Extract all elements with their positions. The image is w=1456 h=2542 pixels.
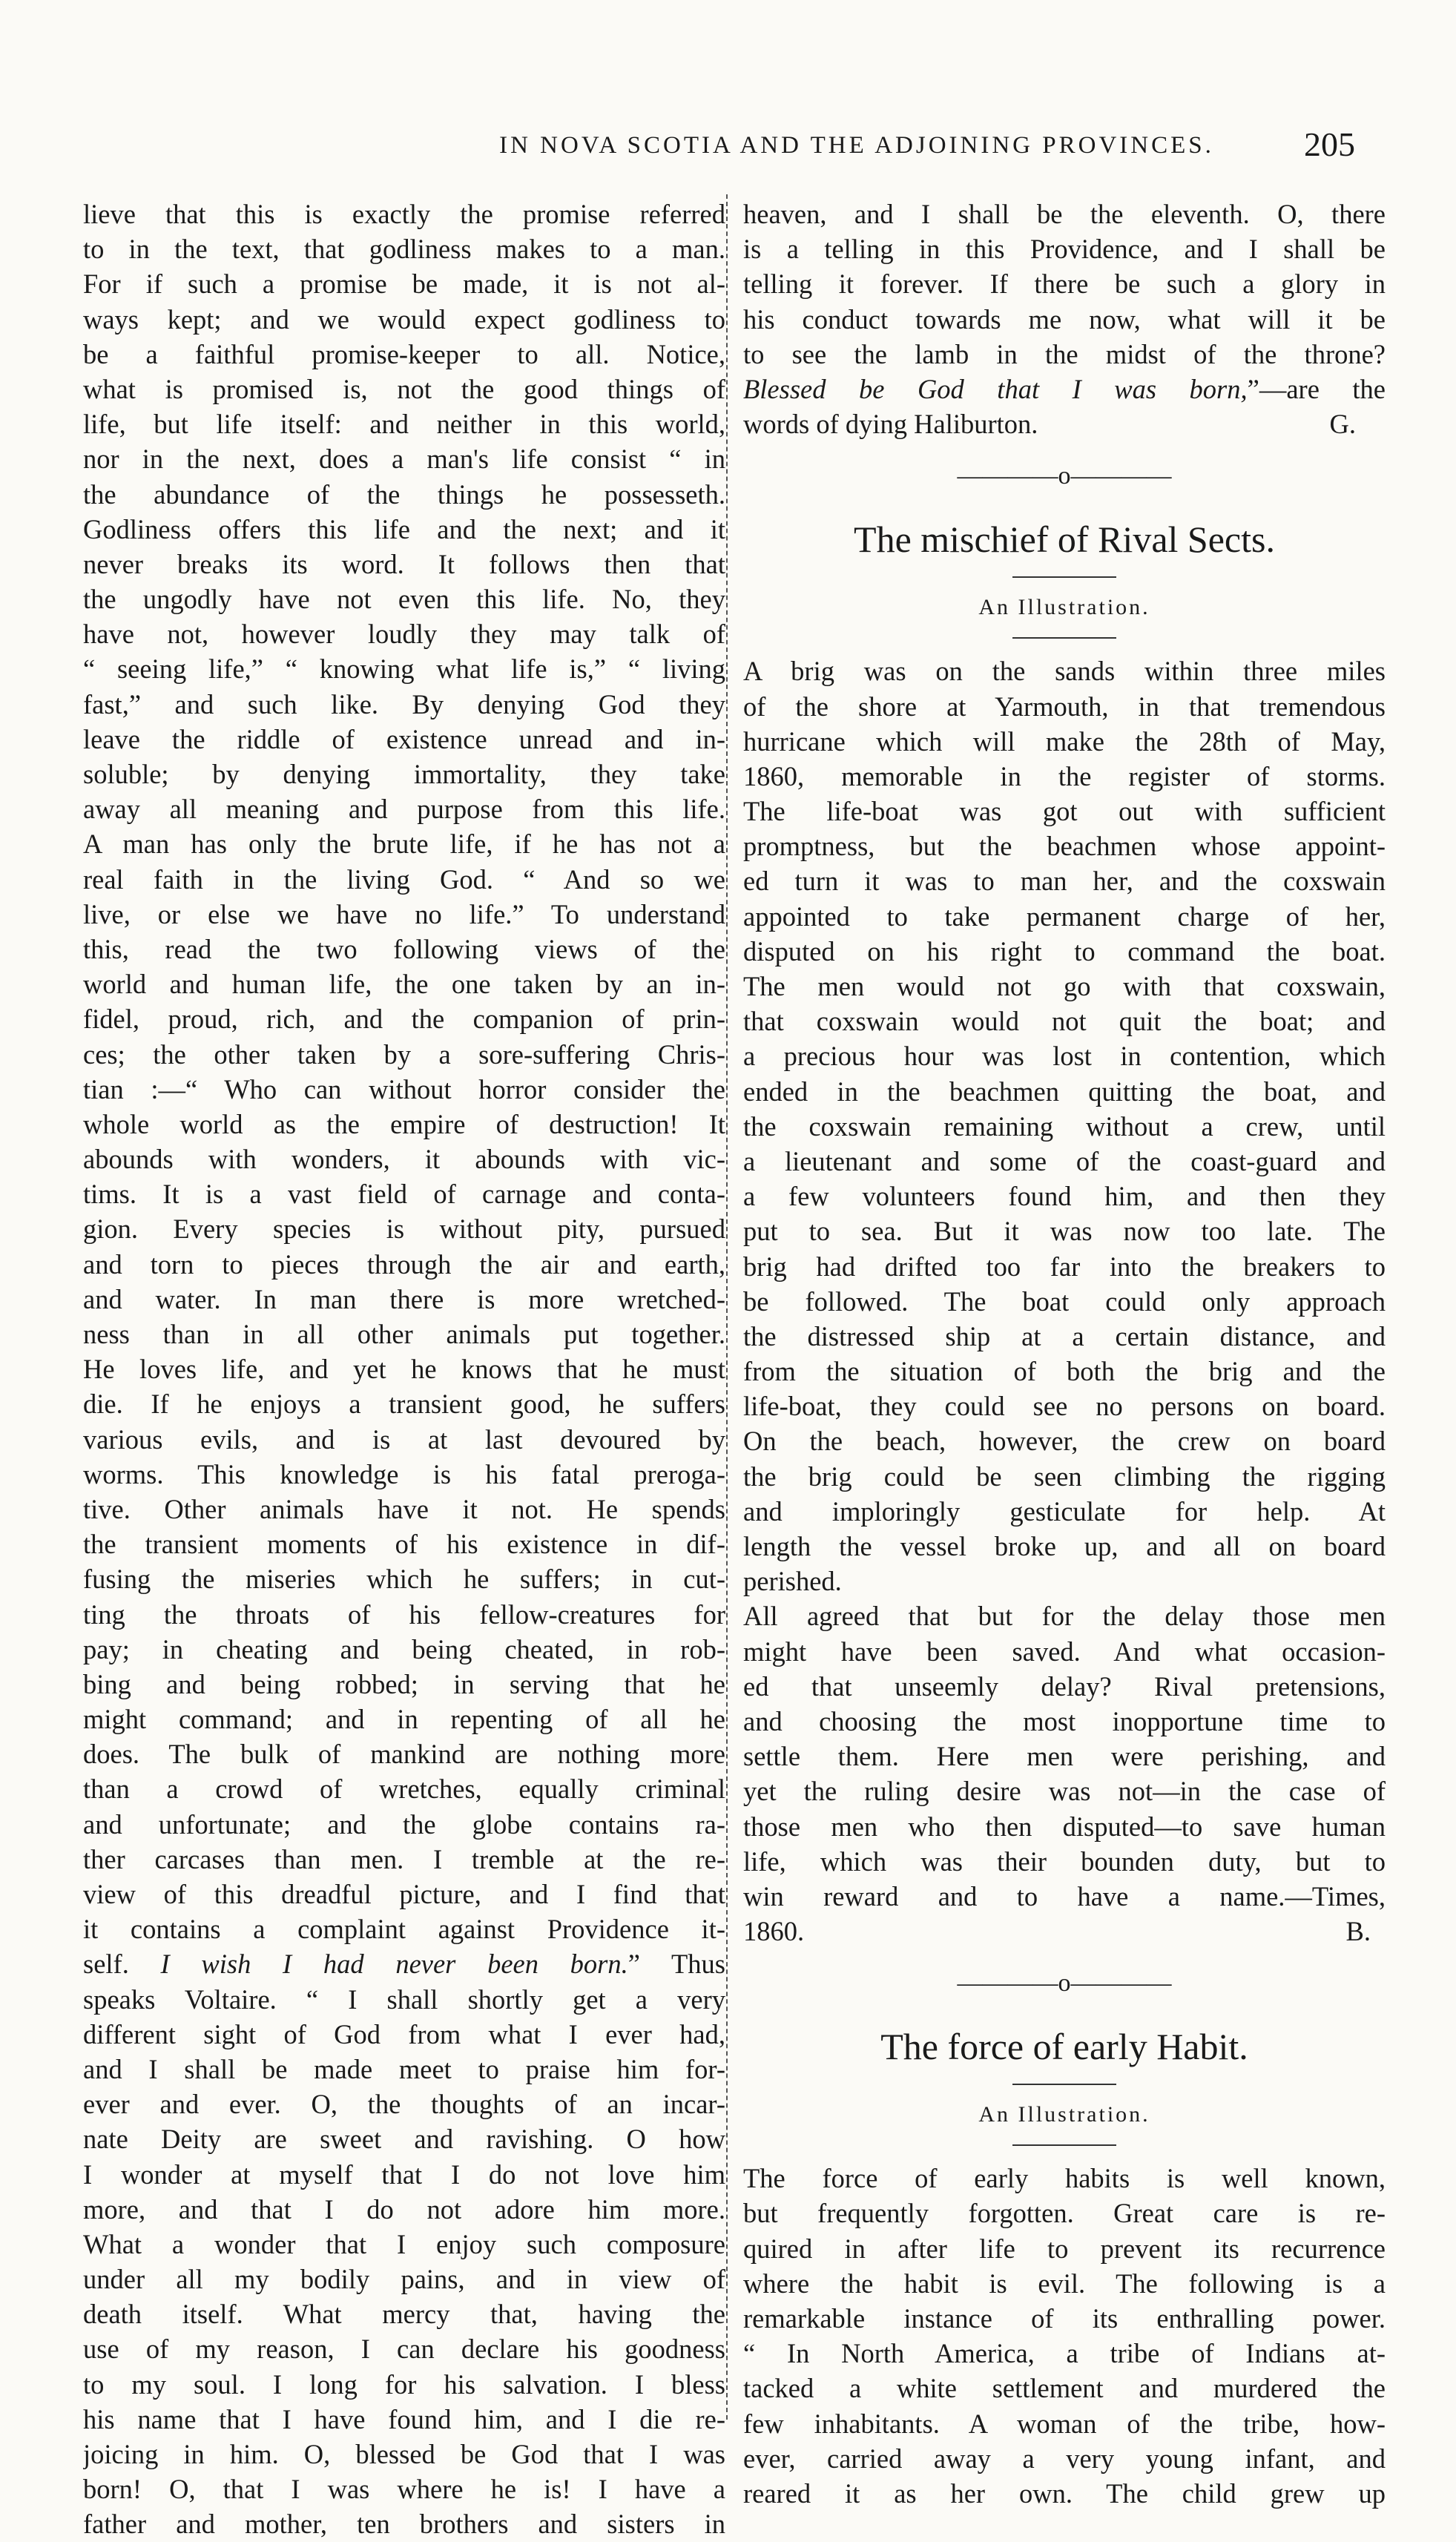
text-line: the ungodly have not even this life. No, they	[83, 584, 725, 615]
left-body-text	[83, 197, 725, 1946]
subtitle-rule	[1012, 637, 1116, 639]
page-number: 205	[1304, 125, 1355, 163]
text-line: death itself. What mercy that, having the	[83, 2299, 725, 2330]
column-separator	[726, 194, 728, 2420]
text-line: father and mother, ten brothers and sisters in	[83, 2509, 725, 2540]
text-line: ever, carried away a very young infant, and	[743, 2443, 1386, 2474]
text-line: remarkable instance of its enthralling power.	[743, 2303, 1386, 2334]
text-line: “ In North America, a tribe of Indians at-	[743, 2338, 1386, 2369]
article-1-signature: B.	[1345, 1916, 1371, 1947]
text-line: life, which was their bounden duty, but to	[743, 1845, 1386, 1877]
running-header: IN NOVA SCOTIA AND THE ADJOINING PROVINCES.	[499, 132, 1214, 159]
text-line: lieve that this is exactly the promise referred	[83, 199, 725, 229]
text-line: to my soul. I long for his salvation. I bless	[83, 2368, 725, 2400]
text-line: never breaks its word. It follows then that	[83, 548, 725, 579]
text-line: the coxswain remaining without a crew, until	[743, 1110, 1386, 1142]
text-line: those men who then disputed—to save human	[743, 1811, 1386, 1842]
voltaire-post: ” Thus	[627, 1949, 725, 1980]
subtitle-rule-2	[1012, 2144, 1116, 2146]
text-line: gion. Every species is without pity, pursued	[83, 1214, 725, 1245]
text-line: On the beach, however, the crew on board	[743, 1426, 1386, 1457]
text-line: win reward and to have a name.—Times,	[743, 1880, 1386, 1912]
text-line: but frequently forgotten. Great care is re-	[743, 2198, 1386, 2229]
text-line: leave the riddle of existence unread and in-	[83, 723, 725, 754]
text-line: be a faithful promise-keeper to all. Notice,	[83, 338, 725, 369]
article-1-title: The mischief of Rival Sects.	[854, 518, 1275, 561]
text-line: perished.	[743, 1566, 842, 1597]
text-line: use of my reason, I can declare his goodness	[83, 2334, 725, 2365]
text-line: the abundance of the things he possesseth.	[83, 478, 725, 510]
text-line: that coxswain would not quit the boat; and	[743, 1006, 1386, 1037]
text-line: length the vessel broke up, and all on board	[743, 1531, 1386, 1561]
text-line: promptness, but the beachmen whose appoint-	[743, 831, 1386, 862]
text-line: the transient moments of his existence in dif-	[83, 1529, 725, 1560]
text-line: bing and being robbed; in serving that he	[83, 1668, 725, 1699]
text-line: ed turn it was to man her, and the coxswain	[743, 866, 1386, 897]
text-line: pay; in cheating and being cheated, in rob-	[83, 1633, 725, 1665]
text-line: few inhabitants. A woman of the tribe, how-	[743, 2408, 1386, 2439]
text-line: might have been saved. And what occasion-	[743, 1636, 1386, 1667]
title-rule-2	[1012, 2084, 1116, 2085]
right-column	[743, 197, 1386, 2511]
text-line: What a wonder that I enjoy such composure	[83, 2228, 725, 2259]
text-line: ting the throats of his fellow-creatures for	[83, 1598, 725, 1630]
text-line: live, or else we have no life.” To understand	[83, 898, 725, 929]
text-line: ended in the beachmen quitting the boat, and	[743, 1076, 1386, 1107]
text-line: fast,” and such like. By denying God they	[83, 688, 725, 720]
text-line: a lieutenant and some of the coast-guard and	[743, 1145, 1386, 1176]
left-column	[83, 197, 725, 2542]
article-2-subtitle: An Illustration.	[978, 2102, 1150, 2127]
text-line: brig had drifted too far into the breakers to	[743, 1251, 1386, 1282]
text-line: the distressed ship at a certain distance, and	[743, 1320, 1386, 1351]
title-rule	[1012, 576, 1116, 578]
text-line: life, but life itself: and neither in this world,	[83, 409, 725, 440]
text-line: yet the ruling desire was not—in the case of	[743, 1776, 1386, 1807]
text-line: his conduct towards me now, what will it be	[743, 303, 1386, 335]
text-line: “ seeing life,” “ knowing what life is,” “ living	[83, 653, 725, 685]
article-1-subtitle: An Illustration.	[978, 595, 1150, 620]
text-line: whole world as the empire of destruction! It	[83, 1108, 725, 1139]
text-line: real faith in the living God. “ And so we	[83, 863, 725, 895]
haliburton-quote: Blessed be God that I was born,	[743, 373, 1248, 404]
section-divider-2: ————o————	[957, 1969, 1172, 1998]
text-line: where the habit is evil. The following is a	[743, 2268, 1386, 2299]
text-line: tive. Other animals have it not. He spends	[83, 1493, 725, 1524]
closing-signature: G.	[1329, 409, 1356, 440]
text-line: this, read the two following views of the	[83, 933, 725, 964]
text-line: be followed. The boat could only approach	[743, 1285, 1386, 1317]
article-2-title: The force of early Habit.	[880, 2026, 1248, 2068]
text-line: hurricane which will make the 28th of May,	[743, 725, 1386, 757]
text-line: 1860, memorable in the register of storms.	[743, 760, 1386, 791]
text-line: ther carcases than men. I tremble at the re-	[83, 1843, 725, 1874]
text-line: appointed to take permanent charge of her,	[743, 900, 1386, 932]
text-line: ness than in all other animals put together.	[83, 1319, 725, 1349]
article-1-body	[743, 653, 1386, 1914]
text-line: have not, however loudly they may talk of	[83, 619, 725, 650]
text-line: does. The bulk of mankind are nothing more	[83, 1739, 725, 1770]
text-line: world and human life, the one taken by an in-	[83, 969, 725, 1000]
text-line: from the situation of both the brig and the	[743, 1356, 1386, 1387]
text-line: to see the lamb in the midst of the throne?	[743, 338, 1386, 369]
text-line: quired in after life to prevent its recurrence	[743, 2233, 1386, 2264]
text-line: it contains a complaint against Providence it-	[83, 1914, 725, 1945]
text-line: All agreed that but for the delay those men	[743, 1601, 1386, 1632]
text-line: and unfortunate; and the globe contains ra-	[83, 1808, 725, 1840]
text-line: and torn to pieces through the air and earth,	[83, 1248, 725, 1280]
text-line: a few volunteers found him, and then they	[743, 1181, 1386, 1212]
text-line: a precious hour was lost in contention, which	[743, 1041, 1386, 1072]
text-line: to in the text, that godliness makes to a man.	[83, 234, 725, 265]
right-continued-text	[743, 197, 1386, 372]
haliburton-quote-line	[743, 372, 1386, 406]
haliburton-post: ”—are the	[1247, 373, 1386, 404]
text-line: For if such a promise be made, it is not al-	[83, 269, 725, 300]
text-line: and water. In man there is more wretched-	[83, 1283, 725, 1314]
text-line: telling it forever. If there be such a glory in	[743, 269, 1386, 300]
section-divider-1: ————o————	[957, 462, 1172, 490]
text-line: ed that unseemly delay? Rival pretensions,	[743, 1670, 1386, 1702]
text-line: abounds with wonders, it abounds with vic-	[83, 1144, 725, 1175]
text-line: ways kept; and we would expect godliness to	[83, 303, 725, 335]
text-line: various evils, and is at last devoured by	[83, 1423, 725, 1455]
text-line: life-boat, they could see no persons on board.	[743, 1391, 1386, 1422]
text-line: tims. It is a vast field of carnage and conta-	[83, 1179, 725, 1210]
text-line: his name that I have found him, and I die re-	[83, 2403, 725, 2434]
text-line: away all meaning and purpose from this life.	[83, 794, 725, 825]
article-1-year: 1860.	[743, 1916, 805, 1947]
text-line: A brig was on the sands within three miles	[743, 656, 1386, 687]
text-line: might command; and in repenting of all he	[83, 1704, 725, 1735]
text-line: put to sea. But it was now too late. The	[743, 1216, 1386, 1247]
text-line: The men would not go with that coxswain,	[743, 971, 1386, 1001]
text-line: settle them. Here men were perishing, and	[743, 1741, 1386, 1772]
text-line: tacked a white settlement and murdered the	[743, 2373, 1386, 2404]
text-line: heaven, and I shall be the eleventh. O, there	[743, 199, 1386, 229]
text-line: nor in the next, does a man's life consist “ in	[83, 444, 725, 475]
text-line: The life-boat was got out with sufficient	[743, 796, 1386, 827]
closing-line	[743, 406, 1386, 441]
text-line: He loves life, and yet he knows that he must	[83, 1354, 725, 1385]
text-line: than a crowd of wretches, equally criminal	[83, 1774, 725, 1805]
text-line: A man has only the brute life, if he has not a	[83, 829, 725, 860]
text-line: fidel, proud, rich, and the companion of prin-	[83, 1004, 725, 1035]
article-1-last-line	[743, 1914, 1386, 1949]
voltaire-pre: self.	[83, 1949, 161, 1980]
text-line: The force of early habits is well known,	[743, 2163, 1386, 2194]
text-line: different sight of God from what I ever had,	[83, 2018, 725, 2049]
closing-text: words of dying Haliburton.	[743, 409, 1038, 440]
text-line: nate Deity are sweet and ravishing. O how	[83, 2124, 725, 2155]
article-2-body	[743, 2161, 1386, 2511]
text-line: is a telling in this Providence, and I shall be	[743, 234, 1386, 265]
text-line: and I shall be made meet to praise him for-	[83, 2053, 725, 2084]
text-line: what is promised is, not the good things of	[83, 373, 725, 404]
text-line: disputed on his right to command the boat.	[743, 935, 1386, 967]
text-line: of the shore at Yarmouth, in that tremendous	[743, 691, 1386, 722]
text-line: and choosing the most inopportune time to	[743, 1705, 1386, 1736]
text-line: born! O, that I was where he is! I have a	[83, 2474, 725, 2505]
text-line: under all my bodily pains, and in view of	[83, 2264, 725, 2295]
text-line: and imploringly gesticulate for help. At	[743, 1495, 1386, 1527]
text-line: more, and that I do not adore him more.	[83, 2193, 725, 2225]
text-line: I wonder at myself that I do not love him	[83, 2159, 725, 2190]
text-line: soluble; by denying immortality, they take	[83, 759, 725, 789]
text-line: fusing the miseries which he suffers; in cut-	[83, 1564, 725, 1595]
left-body-text-continued	[83, 1982, 725, 2542]
text-line: worms. This knowledge is his fatal preroga-	[83, 1458, 725, 1489]
text-line: ces; the other taken by a sore-suffering Chris-	[83, 1038, 725, 1070]
voltaire-quote: I wish I had never been born.	[160, 1949, 628, 1980]
text-line: the brig could be seen climbing the rigging	[743, 1461, 1386, 1492]
text-line: joicing in him. O, blessed be God that I was	[83, 2439, 725, 2469]
voltaire-quote-line	[83, 1946, 725, 1981]
text-line: speaks Voltaire. “ I shall shortly get a very	[83, 1983, 725, 2015]
text-line: tian :—“ Who can without horror consider the	[83, 1073, 725, 1104]
text-line: ever and ever. O, the thoughts of an incar-	[83, 2089, 725, 2120]
text-line: reared it as her own. The child grew up	[743, 2477, 1386, 2509]
text-line: view of this dreadful picture, and I find that	[83, 1879, 725, 1909]
text-line: die. If he enjoys a transient good, he suffers	[83, 1389, 725, 1420]
text-line: Godliness offers this life and the next; and it	[83, 513, 725, 544]
